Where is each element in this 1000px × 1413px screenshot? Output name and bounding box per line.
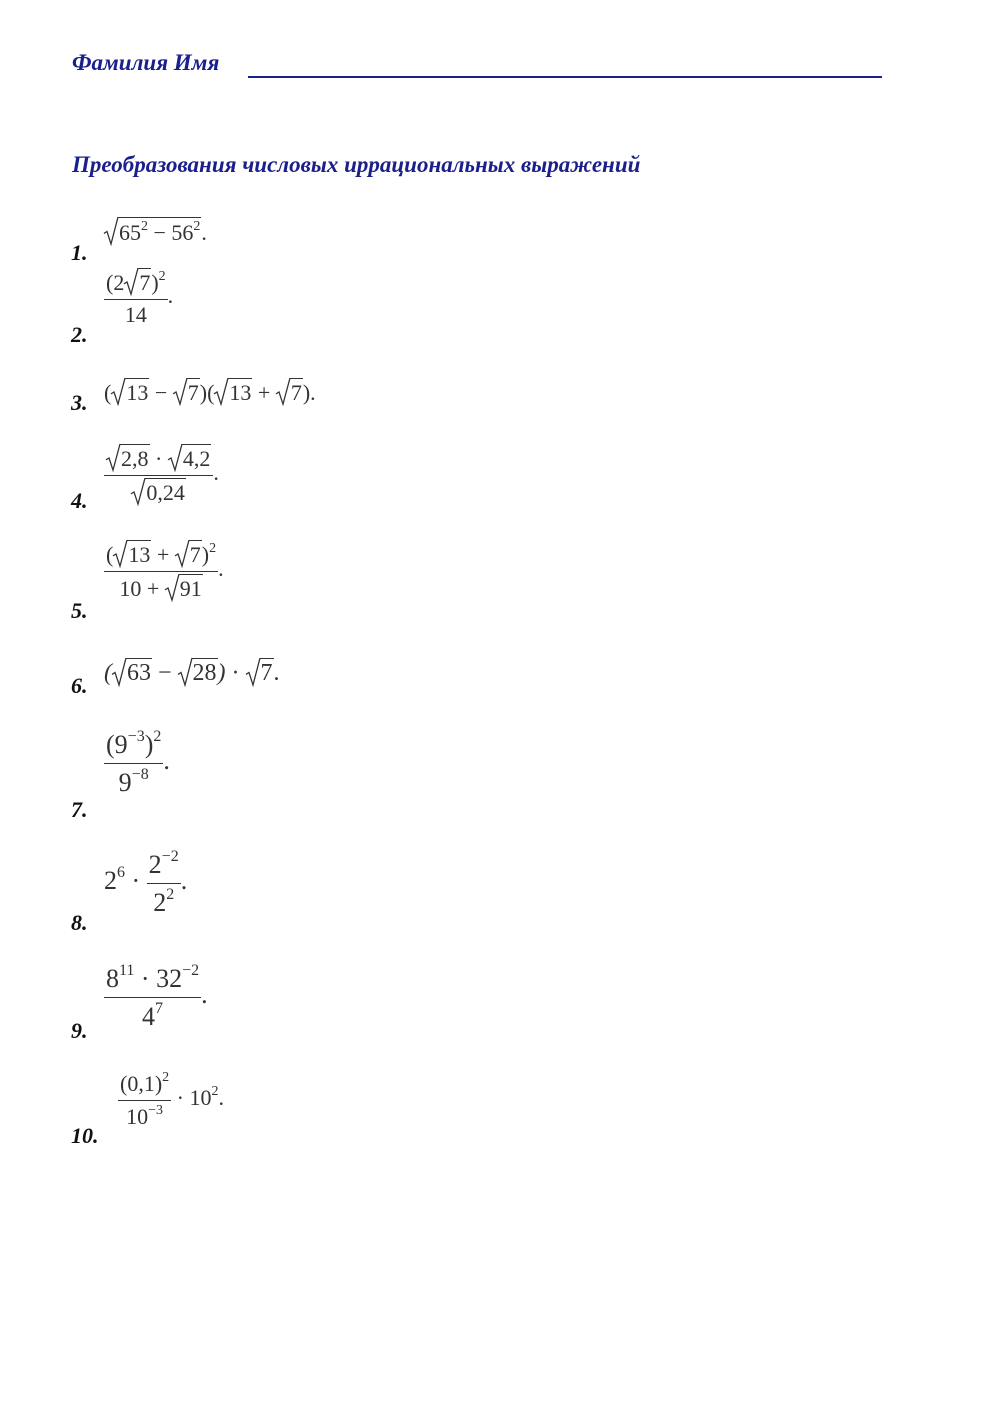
exercise-number: 4. — [71, 488, 88, 513]
exercise-3-expression: ( 13 − 7)( 13 + 7). — [104, 380, 316, 405]
exercise-7-expression: $\frac{(9^{-3})^2}{9^{-8}}$ . — [106, 728, 170, 797]
exercise-10-expression: $\frac{(0,1)^2}{10^{-3}}$ · $10^2$. — [120, 1070, 224, 1129]
exercise-number: 10. — [71, 1123, 99, 1148]
exercise-6-expression: ( 63 − 28) · 7. — [104, 660, 280, 686]
exercise-number: 5. — [71, 598, 88, 623]
exercise-number: 2. — [71, 322, 88, 347]
exercise-5-expression: ( 13 + 7)$^2$ 10 + 91 . — [106, 541, 224, 601]
exercise-4-expression: 2,8 · 4,2 0,24 . — [104, 444, 219, 506]
exercise-number: 8. — [71, 910, 88, 935]
exercise-number: 3. — [71, 390, 88, 415]
worksheet-title: Преобразования числовых иррациональных выражений — [72, 152, 641, 177]
exercise-9-expression: $\frac{8^{11} \cdot 32^{-2}}{4^7}$ . — [106, 962, 208, 1031]
exercise-2-expression: (2 7)$^2$ 14 . — [106, 269, 174, 327]
name-label: Фамилия Имя — [72, 50, 220, 75]
exercise-number: 7. — [71, 797, 88, 822]
exercise-number: 9. — [71, 1018, 88, 1043]
exercise-number: 6. — [71, 673, 88, 698]
exercise-8-expression: $2^6$ · $\frac{2^{-2}}{2^2}$ . — [104, 848, 188, 917]
exercise-1-expression: $65^2 - 56^2$. — [104, 217, 207, 246]
exercise-number: 1. — [71, 240, 88, 265]
name-input-line[interactable] — [248, 76, 882, 78]
